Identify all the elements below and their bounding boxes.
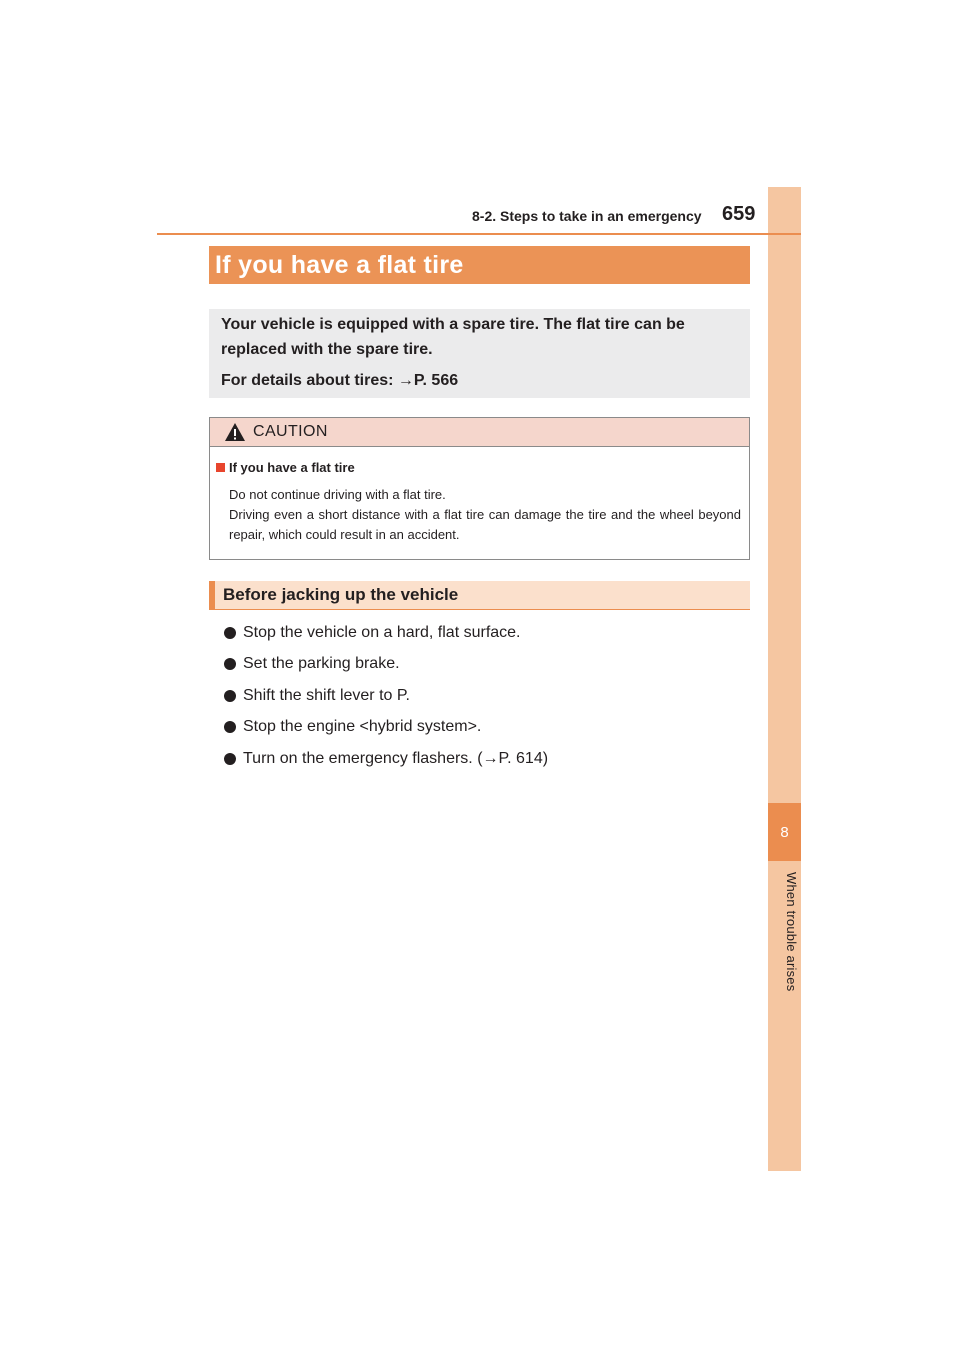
section-header: 8-2. Steps to take in an emergency — [472, 208, 702, 224]
list-item — [224, 649, 548, 681]
header-rule — [157, 233, 801, 235]
caution-body — [229, 485, 741, 545]
list-item-text: Set the parking brake. — [243, 655, 400, 673]
caution-subtitle — [216, 460, 355, 475]
caution-header — [210, 418, 749, 447]
caution-label: CAUTION — [253, 423, 328, 440]
section-title: Before jacking up the vehicle — [223, 585, 459, 604]
page-title: If you have a flat tire — [215, 250, 464, 279]
page-number: 659 — [722, 203, 756, 225]
list-item-text: Shift the shift lever to P. — [243, 686, 410, 704]
caution-text-1: Do not continue driving with a flat tire. — [229, 487, 446, 502]
warning-triangle-icon — [224, 422, 246, 442]
chapter-title: When trouble arises — [784, 872, 799, 992]
list-item — [224, 712, 548, 744]
list-item-text: Stop the vehicle on a hard, flat surface. — [243, 623, 521, 641]
caution-text-2: Driving even a short distance with a flat tire can damage the tire and the wheel beyond repair, which could result in an accident. — [229, 507, 741, 542]
intro-box — [209, 309, 750, 398]
list-item — [224, 743, 548, 775]
bullet-dot-icon — [224, 690, 236, 702]
section-heading — [209, 581, 750, 610]
square-marker-icon — [216, 463, 225, 472]
list-item-text: Stop the engine <hybrid system>. — [243, 718, 482, 736]
bullet-dot-icon — [224, 721, 236, 733]
step-list — [224, 617, 548, 775]
caution-subtitle-text: If you have a flat tire — [229, 460, 355, 475]
list-item — [224, 617, 548, 649]
title-bar — [209, 246, 750, 284]
chapter-number: 8 — [768, 803, 801, 861]
bullet-dot-icon — [224, 627, 236, 639]
intro-reference: For details about tires: →P. 566 — [221, 372, 459, 389]
bullet-dot-icon — [224, 658, 236, 670]
list-item-text: Turn on the emergency flashers. (→P. 614) — [243, 749, 549, 767]
bullet-dot-icon — [224, 753, 236, 765]
intro-text: Your vehicle is equipped with a spare tire. The flat tire can be replaced with the spare tire. — [221, 316, 685, 358]
caution-box — [209, 417, 750, 560]
side-tab — [768, 187, 801, 1171]
list-item — [224, 680, 548, 712]
